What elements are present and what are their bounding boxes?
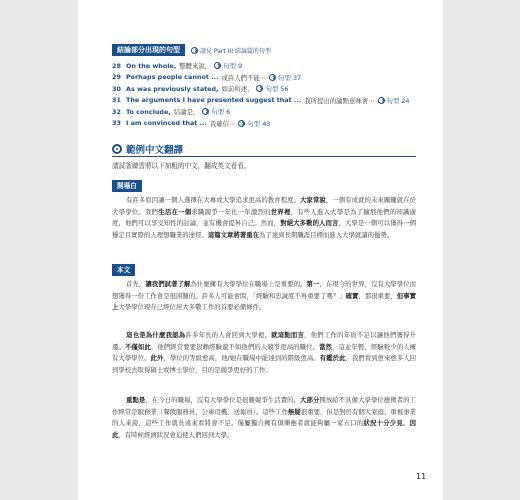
target-icon bbox=[112, 144, 122, 154]
phrase-item bbox=[112, 60, 412, 72]
text-span: ，他們經常要要很賴經驗還不如他們的人競爭更高的職位。 bbox=[150, 342, 320, 351]
arrow-circle-icon bbox=[191, 47, 198, 54]
bold-span: 對絕大多數的人而言 bbox=[280, 219, 339, 228]
phrase-pattern-ref bbox=[269, 73, 301, 82]
bold-span: 有鑑於此 bbox=[319, 354, 346, 363]
body-paragraph-2 bbox=[112, 330, 416, 376]
phrase-number: 29 bbox=[112, 73, 121, 82]
phrase-pattern-ref bbox=[202, 107, 230, 116]
bold-span: 世界裡 bbox=[270, 207, 291, 216]
pattern-ref-text: 句型 9 bbox=[223, 62, 243, 71]
text-span: ，在現今的世界，沒有大學學位而想獲得一份工作會是很困難的。許多人可能會問，「經驗和忠誠度不再重要了嗎？」 bbox=[112, 280, 417, 300]
phrase-chinese: 結論是， bbox=[173, 108, 200, 117]
phrase-chinese: 如前所述， bbox=[221, 85, 254, 94]
text-span: 大學學位現在已經位居大多數工作的首要必備條件。 bbox=[118, 303, 266, 312]
bold-span: 無疑 bbox=[288, 407, 301, 416]
bold-span: 確實 bbox=[345, 291, 359, 300]
phrase-item bbox=[112, 106, 412, 118]
arrow-circle-icon bbox=[238, 120, 245, 127]
phrase-chinese: 我確信⋯ bbox=[209, 119, 236, 128]
body-tag: 本文 bbox=[112, 264, 135, 276]
phrase-item bbox=[112, 72, 412, 84]
text-span: 首先， bbox=[126, 280, 146, 288]
phrase-number: 32 bbox=[112, 107, 121, 116]
arrow-circle-icon bbox=[269, 74, 276, 81]
text-span: ，這並年輕、經驗較少的人擁有大學學位。 bbox=[112, 342, 417, 363]
section-label: 結論部分出現的句型 bbox=[112, 44, 185, 56]
phrase-english: To conclude, bbox=[126, 107, 171, 116]
text-span: ，學位的等級愈高，他/她在職場中能達到的階級愈高。 bbox=[163, 354, 320, 363]
body-paragraph-3 bbox=[112, 395, 416, 441]
phrase-number: 33 bbox=[112, 119, 121, 128]
bold-span: 大部分 bbox=[300, 396, 320, 404]
text-span: ，那很重要， bbox=[358, 291, 397, 300]
section-reference bbox=[191, 46, 271, 55]
text-span: ，我們看到愈來愈多人回到學校去取得碩士或博士學位，目的是競爭更好的工作。 bbox=[112, 354, 417, 374]
bold-span: 因此 bbox=[112, 419, 417, 439]
phrase-english: Perhaps people cannot ... bbox=[126, 73, 219, 82]
text-span: ，在今日的職場，沒有大學學位是很難競爭生活費的， bbox=[145, 396, 301, 404]
phrase-pattern-ref bbox=[214, 61, 242, 70]
book-page bbox=[78, 0, 443, 500]
arrow-circle-icon bbox=[214, 62, 221, 69]
bold-span: 當然 bbox=[319, 342, 333, 351]
bold-span: 這篇文章將著重在 bbox=[207, 230, 259, 239]
bold-span: 第一 bbox=[306, 280, 320, 288]
bold-span: 大家常說 bbox=[300, 196, 326, 204]
text-span: 許多年長的人會回到大學裡， bbox=[185, 331, 272, 339]
phrase-pattern-ref bbox=[238, 119, 270, 128]
phrase-list bbox=[112, 60, 412, 129]
phrase-english: The arguments I have presented suggest that ... bbox=[126, 96, 302, 105]
bold-span: 讓我們試著了解 bbox=[145, 280, 191, 288]
phrase-english: On the whole, bbox=[126, 61, 177, 70]
section-reference-text: 請見 Part III 結論篇的句型 bbox=[200, 47, 271, 55]
bold-span: 這也是為什麼我認為 bbox=[126, 331, 186, 339]
arrow-circle-icon bbox=[202, 108, 209, 115]
pattern-ref-text: 句型 56 bbox=[265, 85, 289, 94]
example-header bbox=[112, 142, 183, 156]
phrase-english: I am convinced that ... bbox=[126, 119, 207, 128]
text-span: 開放給不具備大學學位應徵者的工作經常是服務業（餐飲服務員、公車司機、送報員）。這些工作 bbox=[112, 396, 417, 416]
phrase-chinese: 我所提出的論點意味著⋯ bbox=[304, 96, 375, 105]
bold-span: 生活在一個 bbox=[158, 207, 192, 216]
page-number: 11 bbox=[416, 472, 427, 481]
text-span: ，他們工作的年資不足以讓他們獲得升遷。 bbox=[112, 331, 417, 351]
phrase-english: As was previously stated, bbox=[126, 84, 219, 93]
phrase-number: 31 bbox=[112, 96, 121, 105]
pattern-ref-text: 句型 6 bbox=[211, 108, 231, 117]
example-title: 範例中文翻譯 bbox=[126, 145, 184, 156]
phrase-pattern-ref bbox=[256, 84, 288, 93]
arrow-circle-icon bbox=[256, 85, 263, 92]
phrase-pattern-ref bbox=[378, 96, 410, 105]
bold-span: 不僅如此 bbox=[124, 342, 151, 351]
phrase-number: 28 bbox=[112, 61, 121, 70]
pattern-ref-text: 句型 24 bbox=[386, 96, 410, 105]
text-span: 有許多原因讓一個人選擇在大專或大學追求更高的教育程度。 bbox=[126, 196, 301, 204]
phrase-item bbox=[112, 95, 412, 107]
bold-span: 就這點而言 bbox=[271, 331, 305, 339]
phrase-chinese: 或許人們不能⋯ bbox=[221, 73, 267, 82]
phrase-item bbox=[112, 83, 412, 95]
intro-paragraph bbox=[112, 195, 416, 241]
text-span: 很重要，但是對於有個大家庭、重視事業的人來說，這些工作就長遠來看將會不足。僅屬獨自擁有俱樂應者就能夠屬一家五口的 bbox=[112, 407, 417, 428]
phrase-item bbox=[112, 118, 412, 130]
text-span: 。 bbox=[403, 419, 410, 428]
example-instruction: 請試著練習將以下加粗的中文，翻成英文看看。 bbox=[112, 162, 251, 170]
pattern-ref-text: 句型 43 bbox=[247, 119, 271, 128]
text-span: ，一個有成就的未來關鍵就在於大學學位。我們 bbox=[112, 196, 417, 216]
phrase-number: 30 bbox=[112, 84, 121, 93]
example-divider bbox=[112, 156, 416, 157]
phrase-chinese: 整體來說， bbox=[179, 62, 212, 71]
text-span: ，有時候經濟狀況會迫使人們回到大學。 bbox=[118, 430, 234, 439]
body-paragraph-1 bbox=[112, 279, 416, 314]
section-header bbox=[112, 44, 271, 56]
intro-tag: 開場白 bbox=[112, 180, 142, 192]
text-span: 為什麼擁有大學學位在職場上是重要的。 bbox=[190, 280, 307, 288]
text-span: ，大學是一個可以獲得一個穩定且實際的人理想職業的途徑。 bbox=[112, 219, 417, 239]
bold-span: 但事實上 bbox=[112, 291, 417, 312]
text-span: 求職競爭一年比一年激烈的 bbox=[191, 207, 271, 216]
bold-span: 重點是 bbox=[126, 396, 146, 404]
text-span: ，有些人進入大學是為了擴展他們的知識廣度，他們可以享受知性的討論，並有機會提昇自己。然而， bbox=[112, 207, 417, 228]
text-span: 為了達到長期職涯目標而進入大學就讀的優勢。 bbox=[258, 230, 394, 239]
bold-span: 此外 bbox=[150, 354, 164, 363]
pattern-ref-text: 句型 37 bbox=[278, 73, 302, 82]
bold-span: 狀況十分少見 bbox=[363, 419, 404, 428]
arrow-circle-icon bbox=[378, 97, 385, 104]
